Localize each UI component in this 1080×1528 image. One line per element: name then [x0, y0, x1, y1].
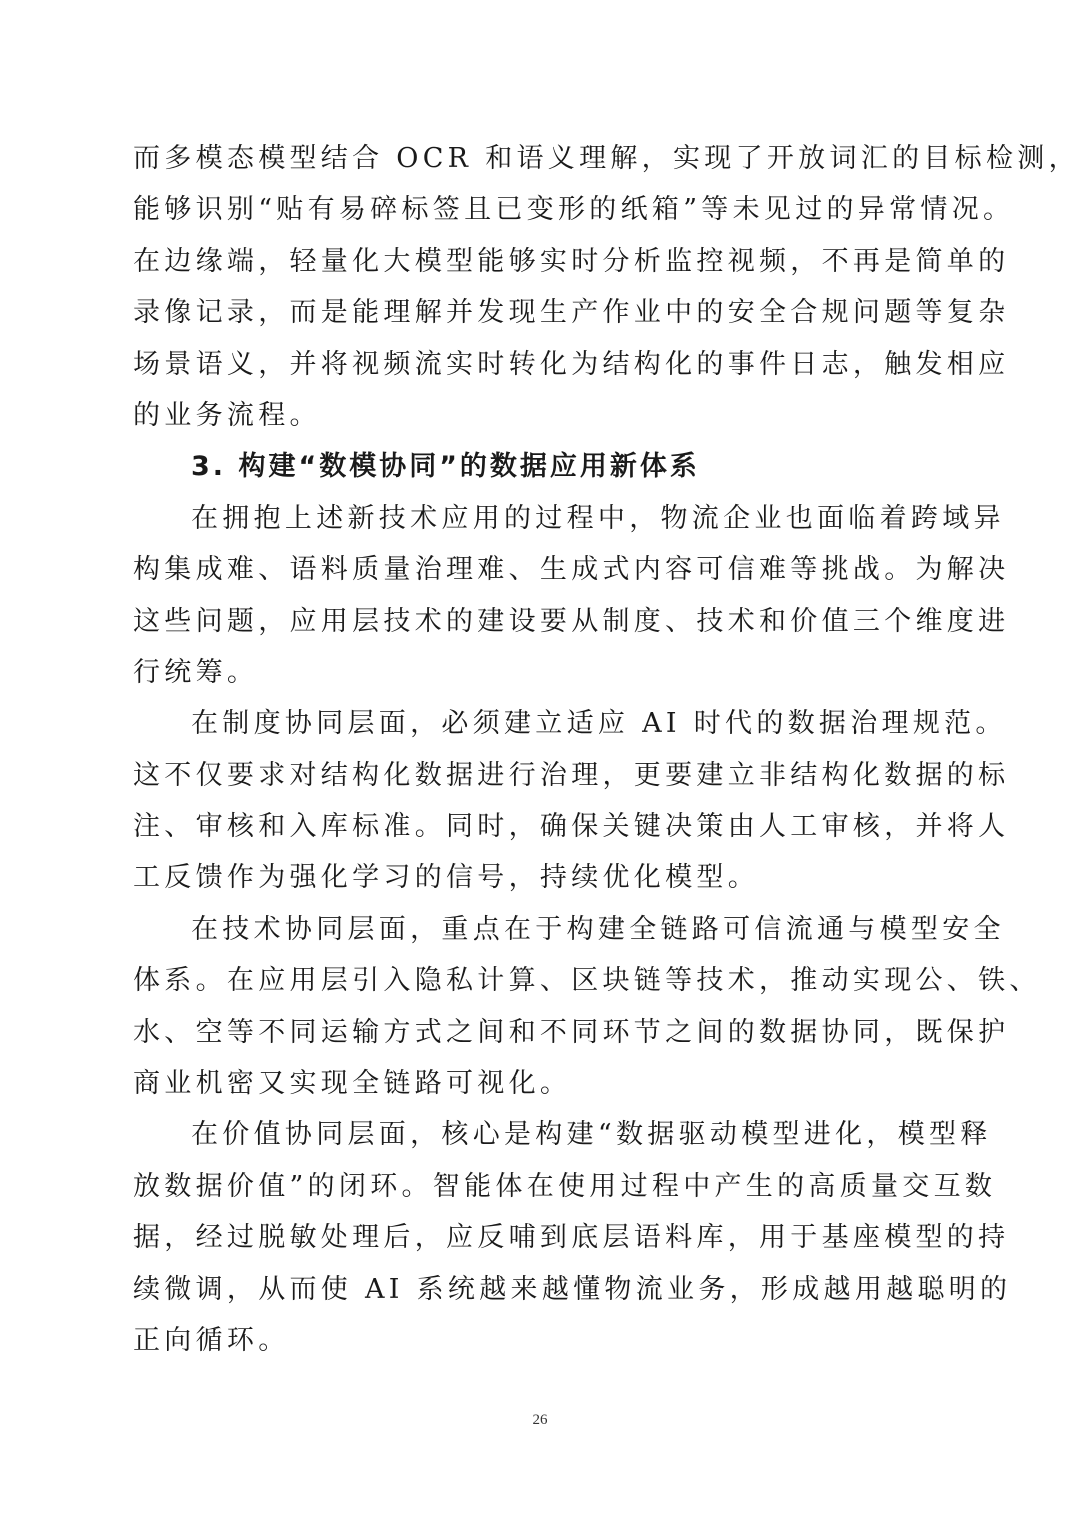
text-line: 在价值协同层面，核心是构建“数据驱动模型进化，模型释 [191, 1119, 992, 1151]
text-line: 注、审核和入库标准。同时，确保关键决策由人工审核，并将人 [133, 811, 1010, 843]
text-line: 行统筹。 [133, 656, 259, 688]
text-line: 能够识别“贴有易碎标签且已变形的纸箱”等未见过的异常情况。 [133, 194, 1015, 226]
section-heading: 3. 构建“数模协同”的数据应用新体系 [191, 451, 700, 483]
text-line: 水、空等不同运输方式之间和不同环节之间的数据协同，既保护 [133, 1016, 1010, 1048]
text-line: 的业务流程。 [133, 399, 321, 431]
text-line: 据，经过脱敏处理后，应反哺到底层语料库，用于基座模型的持 [133, 1222, 1010, 1254]
text-line: 正向循环。 [133, 1324, 290, 1356]
text-line: 放数据价值”的闭环。智能体在使用过程中产生的高质量交互数 [133, 1170, 997, 1202]
text-line: 体系。在应用层引入隐私计算、区块链等技术，推动实现公、铁、 [133, 965, 1041, 997]
text-line: 工反馈作为强化学习的信号，持续优化模型。 [133, 862, 759, 894]
text-line: 商业机密又实现全链路可视化。 [133, 1068, 572, 1100]
document-body [133, 133, 1080, 1366]
text-line: 这些问题，应用层技术的建设要从制度、技术和价值三个维度进 [133, 605, 1010, 637]
text-line: 场景语义，并将视频流实时转化为结构化的事件日志，触发相应 [133, 348, 1010, 380]
paragraph-institutional-synergy [133, 698, 1010, 904]
text-line: 录像记录，而是能理解并发现生产作业中的安全合规问题等复杂 [133, 297, 1010, 329]
text-line: 在拥抱上述新技术应用的过程中，物流企业也面临着跨域异 [191, 502, 1005, 534]
paragraph-technical-synergy [133, 904, 1041, 1110]
text-line: 而多模态模型结合 OCR 和语义理解，实现了开放词汇的目标检测， [133, 143, 1080, 174]
text-line: 在制度协同层面，必须建立适应 AI 时代的数据治理规范。 [191, 708, 1007, 740]
text-line: 这不仅要求对结构化数据进行治理，更要建立非结构化数据的标 [133, 759, 1010, 791]
text-line: 在边缘端，轻量化大模型能够实时分析监控视频，不再是简单的 [133, 245, 1010, 277]
text-line: 在技术协同层面，重点在于构建全链路可信流通与模型安全 [191, 913, 1005, 945]
page-number: 26 [532, 1412, 548, 1428]
text-line: 构集成难、语料质量治理难、生成式内容可信难等挑战。为解决 [133, 554, 1010, 586]
text-line: 续微调，从而使 AI 系统越来越懂物流业务，形成越用越聪明的 [133, 1273, 1012, 1305]
paragraph-ocr-multimodal [133, 133, 1080, 441]
paragraph-value-synergy [133, 1109, 1012, 1366]
paragraph-challenges [133, 493, 1010, 699]
